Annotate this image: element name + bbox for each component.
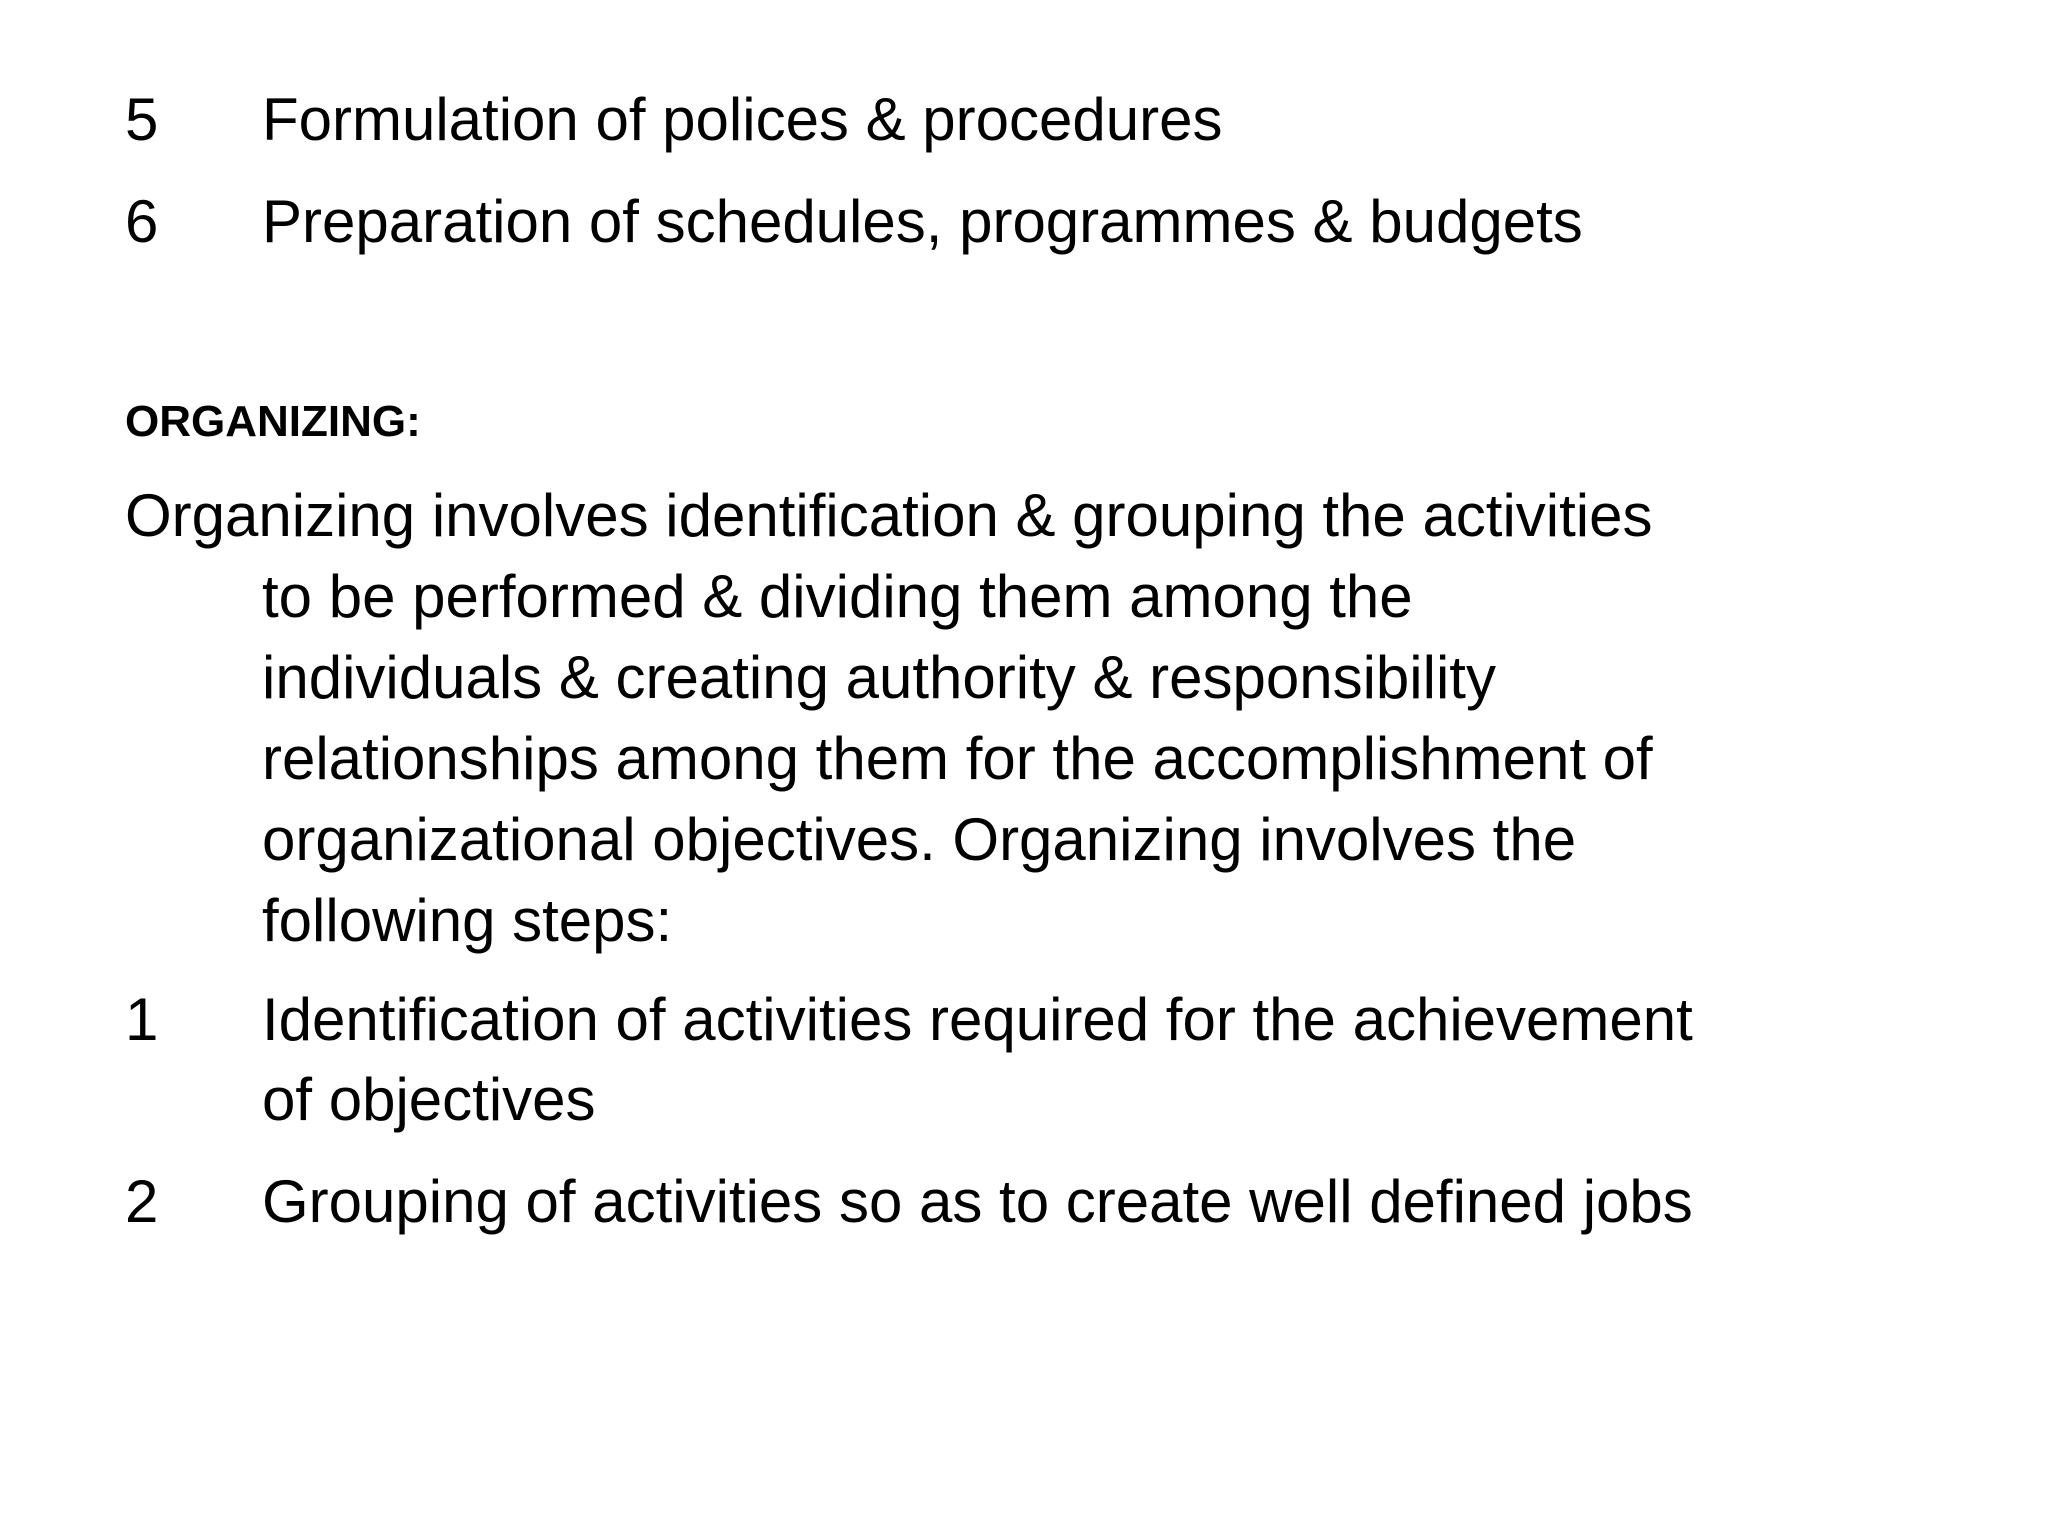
list-text: Formulation of polices & procedures: [262, 86, 1223, 153]
section-heading: ORGANIZING:: [125, 397, 421, 446]
organizing-paragraph: [125, 475, 1905, 961]
list-text: Preparation of schedules, programmes & budgets: [262, 188, 1583, 255]
list-text-line: Grouping of activities so as to create well defined jobs: [262, 1168, 1693, 1235]
list-number: 5: [125, 86, 159, 153]
list-text-line: of objectives: [262, 1066, 596, 1133]
list-text: [262, 1162, 1962, 1242]
paragraph-line: Organizing involves identification & grouping the activities: [125, 482, 1653, 549]
paragraph-line: organizational objectives. Organizing involves the: [262, 806, 1577, 873]
list-number: 1: [125, 986, 159, 1053]
list-number: 2: [125, 1168, 159, 1235]
list-number: 6: [125, 188, 159, 255]
paragraph-line: to be performed & dividing them among the: [262, 563, 1413, 630]
paragraph-line: relationships among them for the accomplishment of: [262, 725, 1653, 792]
list-text: [262, 980, 1962, 1140]
list-text-line: Identification of activities required for the achievement: [262, 986, 1693, 1053]
paragraph-line: following steps:: [262, 887, 673, 954]
paragraph-line: individuals & creating authority & responsibility: [262, 644, 1496, 711]
